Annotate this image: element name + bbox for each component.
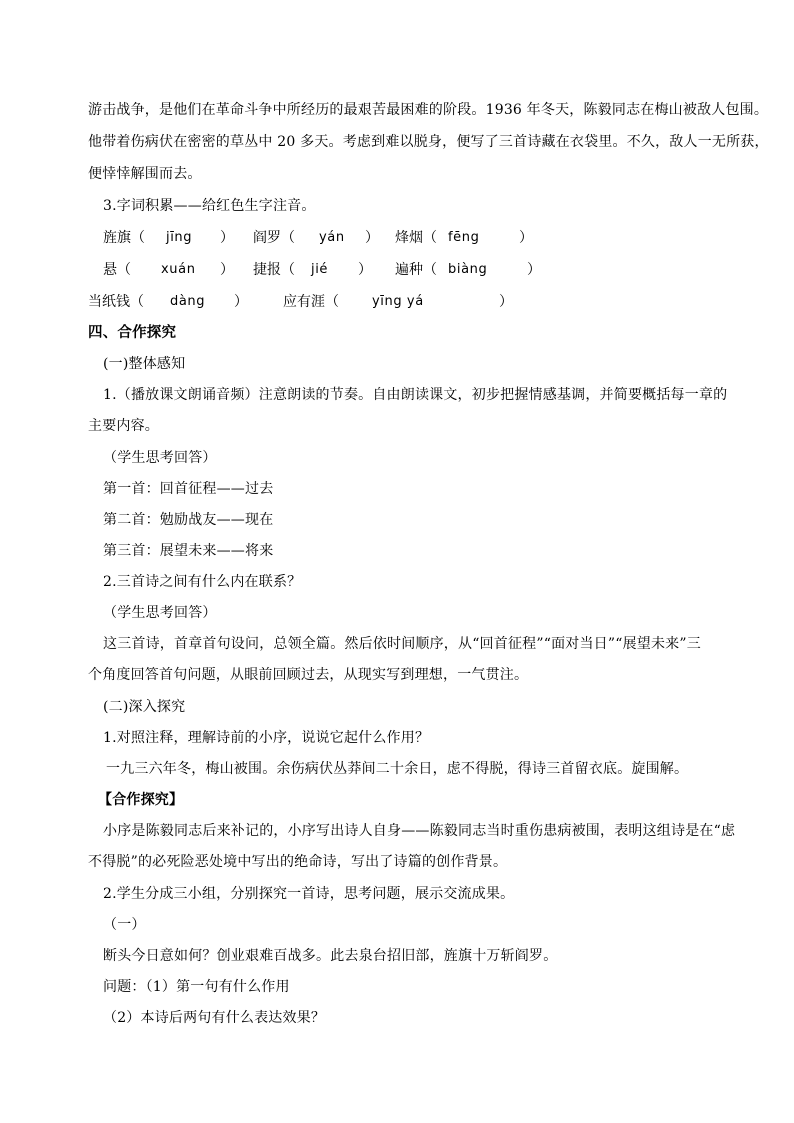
vocab-close-paren: ） — [220, 262, 234, 278]
question-line-2: 主要内容。 — [88, 418, 159, 434]
poem-preface: 一九三六年冬，梅山被围。余伤病伏丛莽间二十余日，虑不得脱，得诗三首留衣底。旋围解。 — [106, 761, 689, 777]
poem-text: 断头今日意如何？创业艰难百战多。此去泉台招旧部，旌旗十万斩阎罗。 — [103, 948, 558, 964]
vocab-close-paren: ） — [358, 262, 372, 278]
answer-2-line-2: 个角度回答首句问题，从眼前回顾过去，从现实写到理想，一气贯注。 — [88, 667, 529, 683]
answer-prompt: （学生思考回答） — [103, 450, 217, 466]
question-a: 问题：（1）第一句有什么作用 — [103, 979, 290, 995]
vocab-pinyin: yīng yá — [372, 294, 424, 309]
question-2: 2.三首诗之间有什么内在联系？ — [103, 574, 302, 590]
vocab-word: 阎罗（ — [253, 230, 295, 246]
vocab-word: 旌旗（ — [103, 230, 145, 246]
answer-2-line-1: 这三首诗，首章首句设问，总领全篇。然后依时间顺序，从“回首征程”“面对当日”“展望未来”三 — [103, 636, 701, 652]
question-1: 1.对照注释，理解诗前的小序，说说它起什么作用？ — [103, 730, 430, 746]
subsection-heading: (二)深入探究 — [103, 699, 186, 715]
cooperative-inquiry-label: 【合作探究】 — [98, 792, 184, 808]
vocab-word: 遍种（ — [395, 262, 437, 278]
vocab-pinyin: dàng — [170, 294, 206, 309]
question-b: （2）本诗后两句有什么表达效果？ — [103, 1010, 326, 1026]
vocab-close-paren: ） — [519, 230, 533, 246]
vocab-word: 应有涯（ — [283, 294, 339, 310]
answer-item: 第一首：回首征程——过去 — [103, 481, 274, 497]
vocab-close-paren: ） — [220, 230, 234, 246]
answer-item: 第三首：展望未来——将来 — [103, 543, 274, 559]
vocab-close-paren: ） — [365, 230, 379, 246]
question-2: 2.学生分成三小组，分别探究一首诗，思考问题，展示交流成果。 — [103, 886, 515, 902]
vocab-close-paren: ） — [527, 262, 541, 278]
vocab-close-paren: ） — [234, 294, 248, 310]
intro-line-1: 游击战争，是他们在革命斗争中所经历的最艰苦最困难的阶段。1936 年冬天，陈毅同志在梅山被敌人包围。 — [88, 102, 769, 118]
vocab-word: 捷报（ — [253, 262, 295, 278]
vocab-word: 悬（ — [103, 262, 131, 278]
subsection-heading: (一)整体感知 — [103, 356, 186, 372]
section-heading: 四、合作探究 — [88, 325, 177, 341]
vocab-row-3 — [88, 292, 708, 312]
question-line-1: 1.（播放课文朗诵音频）注意朗读的节奏。自由朗读课文，初步把握情感基调，并简要概括每一章的 — [103, 387, 728, 403]
vocab-pinyin: biàng — [448, 262, 488, 277]
vocab-row-1 — [103, 228, 703, 248]
vocab-close-paren: ） — [499, 294, 513, 310]
vocab-word: 当纸钱（ — [88, 294, 144, 310]
intro-line-3: 便悻悻解围而去。 — [88, 166, 202, 182]
vocab-row-2 — [103, 260, 703, 280]
answer-item: 第二首：勉励战友——现在 — [103, 512, 274, 528]
group-label: （一） — [103, 917, 146, 933]
vocab-title: 3.字词积累——给红色生字注音。 — [103, 198, 316, 214]
vocab-pinyin: jīng — [166, 230, 193, 245]
inquiry-line-2: 不得脱”的必死险恶处境中写出的绝命诗，写出了诗篇的创作背景。 — [88, 854, 508, 870]
vocab-pinyin: yán — [319, 230, 345, 245]
vocab-word: 烽烟（ — [395, 230, 437, 246]
vocab-pinyin: fēng — [448, 230, 480, 245]
intro-line-2: 他带着伤病伏在密密的草丛中 20 多天。考虑到难以脱身，便写了三首诗藏在衣袋里。不久，敌人一无所获， — [88, 134, 769, 150]
vocab-pinyin: xuán — [161, 262, 196, 277]
vocab-pinyin: jié — [311, 262, 329, 277]
inquiry-line-1: 小序是陈毅同志后来补记的，小序写出诗人自身——陈毅同志当时重伤患病被围，表明这组诗是在“虑 — [103, 823, 736, 839]
answer-prompt-2: （学生思考回答） — [103, 605, 217, 621]
